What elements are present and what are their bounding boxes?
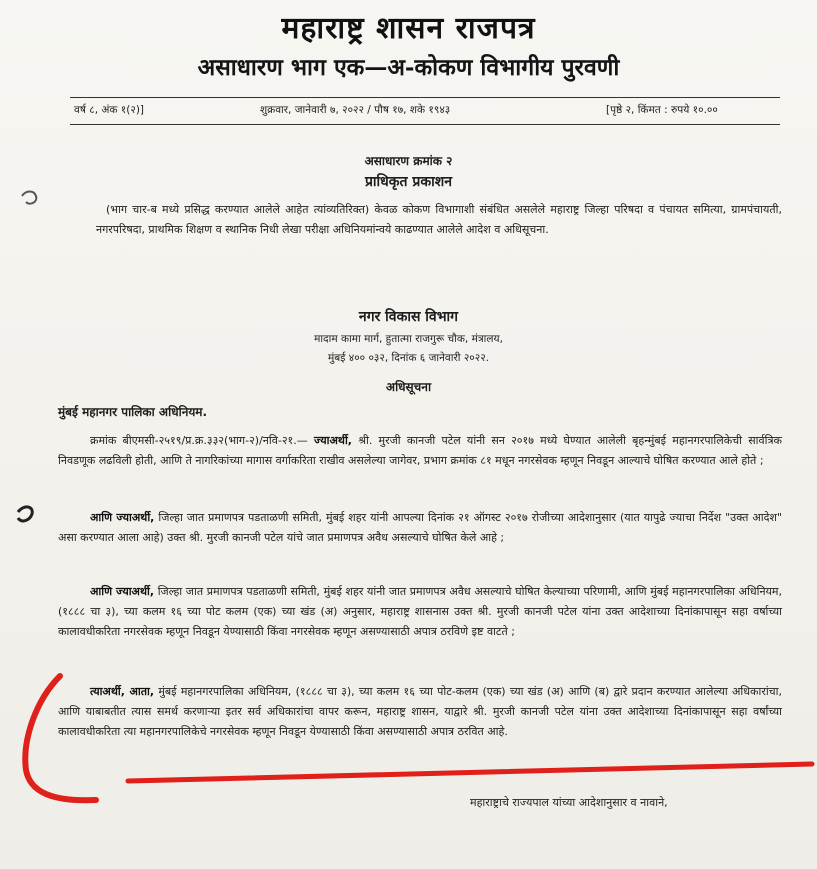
notification-heading: अधिसूचना xyxy=(385,380,432,394)
paragraph-1-lead: ज्याअर्थी, xyxy=(313,434,352,447)
gazette-title: महाराष्ट्र शासन राजपत्र xyxy=(281,11,536,46)
paragraph-4-lead: त्याअर्थी, आता, xyxy=(90,685,155,698)
red-bracket-stroke xyxy=(25,676,96,800)
gazette-subtitle: असाधारण भाग एक—अ-कोकण विभागीय पुरवणी xyxy=(197,54,620,81)
issue-date: शुक्रवार, जानेवारी ७, २०२२ / पौष १७, शके १९४३ xyxy=(260,104,451,116)
paragraph-4-text: मुंबई महानगरपालिका अधिनियम, (१८८८ चा ३), च्या कलम १६ च्या पोट-कलम (एक) च्या खंड (अ) आणि (ब) द्वारे प्रदान करण्यात आलेल्या अधिकारांचा, आणि याबाबतीत त्यास समर्थ करणाऱ्या इतर सर्व अधिकारांचा वापर करून, महाराष्ट्र शासन, याद्वारे श्री. मुरजी कानजी पटेल यांना उक्त आदेशाच्या दिनांकापासून सहा वर्षांच्या कालावधीकरिता त्या महानगरपालिकेचे नगरसेवक म्हणून निवडून येण्यासाठी किंवा असण्यासाठी अपात्र ठरवित आहे. xyxy=(58,685,783,738)
red-underline-stroke xyxy=(128,764,812,781)
act-title: मुंबई महानगर पालिका अधिनियम. xyxy=(58,405,208,419)
margin-hole-mark xyxy=(18,507,32,521)
paragraph-1-text: श्री. मुरजी कानजी पटेल यांनी सन २०१७ मध्ये घेण्यात आलेली बृहन्मुंबई महानगरपालिकेची सार्वत्रिक निवडणूक लढविली होती, आणि ते नागरिकांच्या मागास वर्गाकरिता राखीव असलेल्या जागेवर, प्रभाग क्रमांक ८१ मधून नगरसेवक म्हणून निवडून आल्याचे घोषित करण्यात आले होते ; xyxy=(58,434,782,467)
paragraph-2-text: जिल्हा जात प्रमाणपत्र पडताळणी समिती, मुंबई शहर यांनी आपल्या दिनांक २१ ऑगस्ट २०१७ रोजीच्या आदेशानुसार (यात यापुढे ज्याचा निर्देश "उक्त आदेश" असा करण्यात आला आहे) उक्त श्री. मुरजी कानजी पटेल यांचे जात प्रमाणपत्र अवैध असल्याचे घोषित केले आहे ; xyxy=(58,511,783,544)
volume-number: वर्ष ८, अंक १(२)] xyxy=(74,104,145,116)
department-address-line2: मुंबई ४०० ०३२, दिनांक ६ जानेवारी २०२२. xyxy=(327,352,489,364)
paragraph-1-reference: क्रमांक बीएमसी-२५१९/प्र.क्र.३३२(भाग-२)/नवि-२१.— xyxy=(90,434,308,447)
signoff-line: महाराष्ट्राचे राज्यपाल यांच्या आदेशानुसार व नावाने, xyxy=(470,796,668,809)
department-address-line1: मादाम कामा मार्ग, हुतात्मा राजगुरू चौक, मंत्रालय, xyxy=(314,333,503,345)
paragraph-2-lead: आणि ज्याअर्थी, xyxy=(90,511,155,524)
department-name: नगर विकास विभाग xyxy=(358,309,459,325)
intro-paragraph: (भाग चार-ब मध्ये प्रसिद्ध करण्यात आलेले आहेत त्यांव्यतिरिक्त) केवळ कोकण विभागाशी संबंधित असलेले महाराष्ट्र जिल्हा परिषदा व पंचायत समित्या, ग्रामपंचायती, नगरपरिषदा, प्राथमिक शिक्षण व स्थानिक निधी लेखा परीक्षा अधिनियमांन्वये काढण्यात आलेले आदेश व अधिसूचना. xyxy=(96,203,782,236)
issue-number: असाधारण क्रमांक २ xyxy=(364,154,453,168)
authorized-publication: प्राधिकृत प्रकाशन xyxy=(364,174,453,190)
paragraph-3-lead: आणि ज्याअर्थी, xyxy=(90,585,155,598)
margin-tick-mark xyxy=(22,192,36,204)
pages-price: [पृष्ठे २, किंमत : रुपये १०.०० xyxy=(606,104,718,116)
paragraph-3-text: जिल्हा जात प्रमाणपत्र पडताळणी समिती, मुंबई शहर यांनी जात प्रमाणपत्र अवैध असल्याचे घोषित केल्याच्या परिणामी, आणि मुंबई महानगरपालिका अधिनियम, (१८८८ चा ३), च्या कलम १६ च्या पोट कलम (एक) च्या खंड (अ) अनुसार, महाराष्ट्र शासनास उक्त श्री. मुरजी कानजी पटेल यांना उक्त आदेशाच्या दिनांकापासून सहा वर्षाच्या कालावधीकरिता नगरसेवक म्हणून निवडून येण्यासाठी किंवा नगरसेवक म्हणून असण्यासाठी अपात्र ठरविणे इष्ट वाटते ; xyxy=(58,585,783,638)
